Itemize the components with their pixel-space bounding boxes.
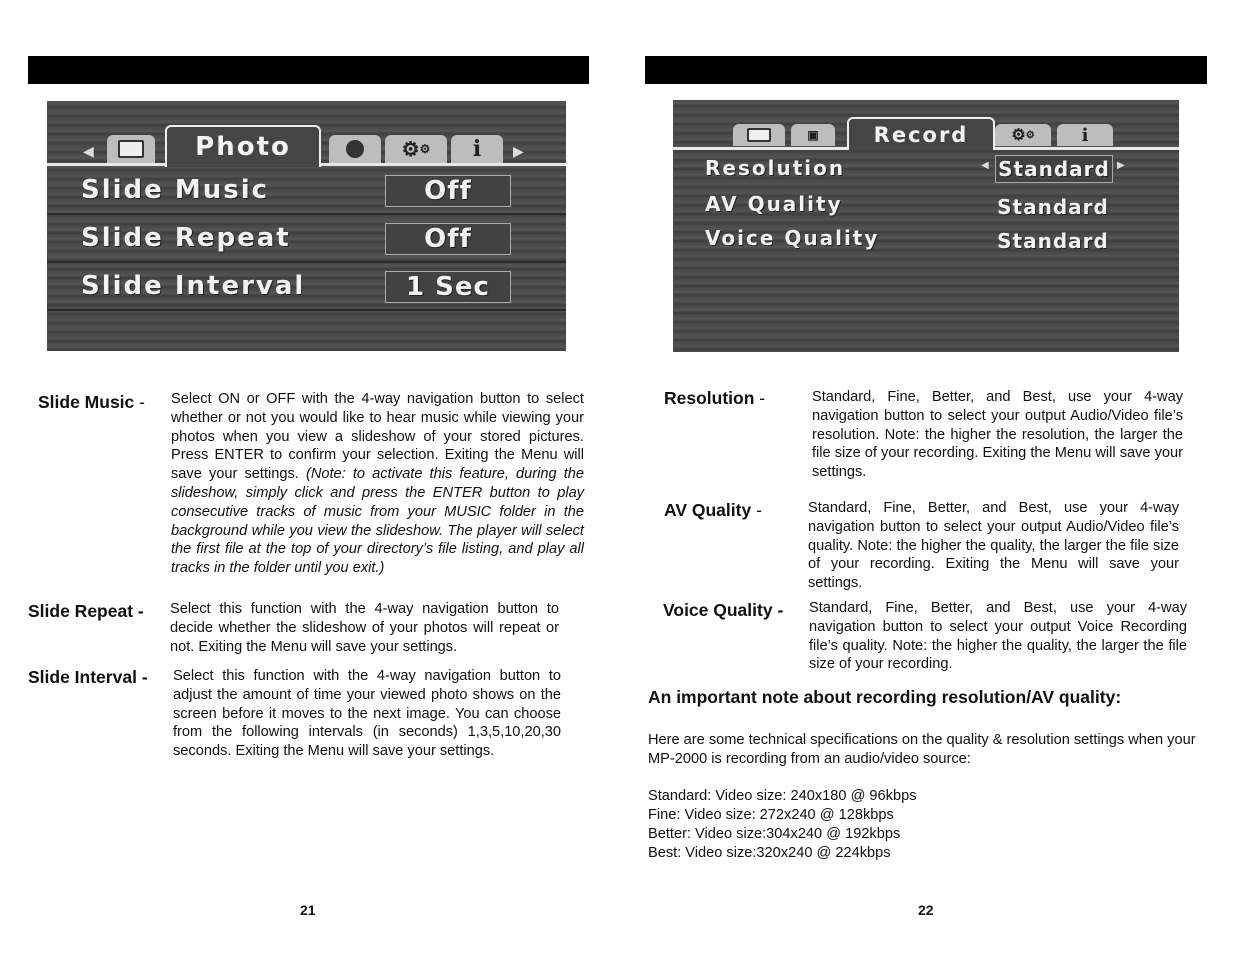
- menu-row-voice-quality[interactable]: [673, 224, 1179, 260]
- settings-gear-icon[interactable]: ⚙ ⚙: [995, 124, 1051, 146]
- page-number-left: 21: [300, 902, 316, 918]
- av-quality-term: [664, 500, 762, 521]
- menu-row-resolution[interactable]: [673, 150, 1179, 186]
- menu-value[interactable]: Off: [385, 175, 511, 207]
- term-dash: -: [777, 600, 784, 620]
- record-tab-strip: [673, 100, 1179, 150]
- record-icon: [346, 140, 364, 158]
- spec-list: [648, 787, 1048, 863]
- right-arrow-icon[interactable]: ▶: [513, 143, 524, 159]
- menu-value[interactable]: Standard: [997, 195, 1109, 219]
- photo-icon: [118, 140, 144, 158]
- photo-tab-strip: [47, 101, 566, 166]
- page-number-right: 22: [918, 902, 934, 918]
- left-arrow-icon[interactable]: ◀: [83, 143, 94, 159]
- left-header-bar: [28, 56, 589, 84]
- menu-label: Voice Quality: [705, 226, 880, 250]
- settings-gear-icon[interactable]: ⚙ ⚙: [385, 135, 447, 163]
- recording-note-intro: Here are some technical specifications on the quality & resolution settings when your MP-2000 is recording from an audio/video source:: [648, 732, 1196, 767]
- menu-value[interactable]: 1 Sec: [385, 271, 511, 303]
- menu-value[interactable]: Standard: [995, 155, 1113, 183]
- resolution-term: [664, 388, 765, 409]
- term-dash: -: [137, 601, 144, 621]
- info-icon[interactable]: i: [451, 135, 503, 163]
- av-quality-description: Standard, Fine, Better, and Best, use your 4-way navigation button to select your output Audio/Video file’s quality. Note: the higher the quality, the larger the file size of your recording. Exiting the Menu will save your settings.: [808, 500, 1179, 592]
- tab-record[interactable]: Record: [847, 117, 995, 150]
- menu-label: AV Quality: [705, 192, 843, 216]
- menu-row-slide-repeat[interactable]: [47, 215, 566, 263]
- tab-photo[interactable]: Photo: [165, 125, 321, 167]
- slide-repeat-description: Select this function with the 4-way navigation button to decide whether the slideshow of your photos will repeat or not. Exiting the Menu will save your settings.: [170, 601, 559, 655]
- menu-label: Resolution: [705, 156, 846, 180]
- left-arrow-icon[interactable]: ◀: [981, 160, 989, 171]
- spec-item: Better: Video size:304x240 @ 192kbps: [648, 826, 901, 842]
- slide-interval-term: [28, 667, 148, 688]
- video-tab-icon[interactable]: ▣: [791, 124, 835, 146]
- menu-value[interactable]: Off: [385, 223, 511, 255]
- record-menu-screen: [673, 100, 1179, 352]
- spec-item: Best: Video size:320x240 @ 224kbps: [648, 845, 891, 861]
- term-label: Slide Repeat: [28, 601, 134, 621]
- description-text: Select ON or OFF with the 4-way navigation button to select whether or not you would like to hear music while viewing your photos when you view a slideshow of your stored pictures. Press ENTER to confirm your selection. Exiting the Menu will save your settings.: [171, 391, 584, 483]
- slide-repeat-term: [28, 601, 144, 622]
- term-dash: -: [139, 392, 145, 412]
- menu-row-av-quality[interactable]: [673, 188, 1179, 224]
- term-dash: -: [759, 388, 766, 408]
- slide-music-description: [171, 390, 584, 578]
- term-dash: -: [141, 667, 148, 687]
- photo-tab-icon[interactable]: [733, 124, 785, 146]
- menu-row-slide-interval[interactable]: [47, 263, 566, 311]
- menu-label: Slide Repeat: [81, 223, 291, 253]
- photo-icon: [747, 128, 771, 142]
- menu-label: Slide Music: [81, 175, 270, 205]
- term-label: Voice Quality: [663, 600, 773, 620]
- spec-item: Fine: Video size: 272x240 @ 128kbps: [648, 807, 894, 823]
- term-label: Slide Interval: [28, 667, 137, 687]
- info-icon[interactable]: i: [1057, 124, 1113, 146]
- spec-item: Standard: Video size: 240x180 @ 96kbps: [648, 788, 917, 804]
- recording-note-heading: An important note about recording resolution/AV quality:: [648, 687, 1122, 707]
- menu-label: Slide Interval: [81, 271, 306, 301]
- term-dash: -: [756, 500, 762, 520]
- term-label: AV Quality: [664, 500, 752, 520]
- record-tab-icon[interactable]: [329, 135, 381, 163]
- term-label: Slide Music: [38, 392, 135, 412]
- slide-music-term: [38, 392, 145, 413]
- photo-tab-icon[interactable]: [107, 135, 155, 163]
- slide-interval-description: Select this function with the 4-way navigation button to adjust the amount of time your viewed photo shows on the screen before it moves to the next image. You can choose from the following intervals (in seconds) 1,3,5,10,20,30 seconds. Exiting the Menu will save your settings.: [173, 668, 561, 760]
- menu-row-slide-music[interactable]: [47, 167, 566, 215]
- photo-menu-screen: [47, 101, 566, 351]
- term-label: Resolution: [664, 388, 755, 408]
- description-note: (Note: to activate this feature, during the slideshow, simply click and press the ENTER button to play consecutive tracks of music from your MUSIC folder in the background while you view the slideshow. The player will select the first file at the top of your directory’s file listing, and play all tracks in the folder until you exit.): [171, 466, 584, 577]
- right-arrow-icon[interactable]: ▶: [1117, 160, 1125, 171]
- right-header-bar: [645, 56, 1207, 84]
- menu-value[interactable]: Standard: [997, 229, 1109, 253]
- resolution-description: Standard, Fine, Better, and Best, use your 4-way navigation button to select your output Audio/Video file’s resolution. Note: the higher the resolution, the larger the file size of your recording. Exiting the Menu will save your settings.: [812, 389, 1183, 481]
- voice-quality-term: [663, 600, 783, 621]
- voice-quality-description: Standard, Fine, Better, and Best, use your 4-way navigation button to select your output Voice Recording file’s quality. Note: the higher the quality, the larger the file size of your recording.: [809, 600, 1187, 673]
